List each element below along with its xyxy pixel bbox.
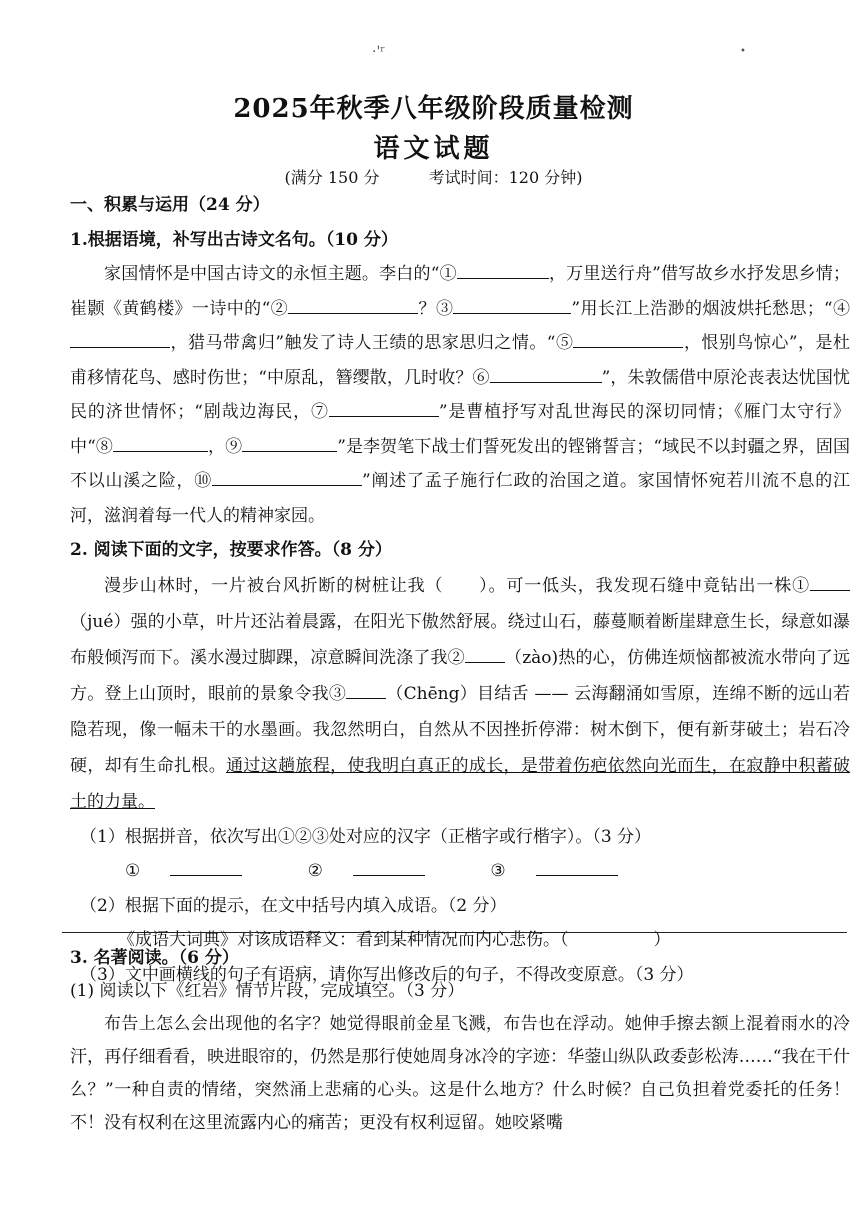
q2-answer-row <box>70 854 850 889</box>
blank-1[interactable] <box>457 258 549 279</box>
answer-3 <box>490 854 647 889</box>
q1-text: 家国情怀是中国古诗文的永恒主题。李白的“① <box>104 264 457 284</box>
answer-2 <box>308 854 455 889</box>
answer-label: ③ <box>490 861 506 881</box>
q1-text: ”阐述了孟子施行仁政的治国之道。家国情怀宛若川流不息的江河，滋润着每一代人的精神家园。 <box>70 471 850 526</box>
q1-passage <box>70 257 850 533</box>
blank-7[interactable] <box>329 396 439 417</box>
exam-time: 考试时间：120 分钟) <box>428 168 583 187</box>
blank-4[interactable] <box>70 327 170 348</box>
full-score: (满分 150 分 <box>284 168 380 187</box>
q1-text: ”用长江上浩渺的烟波烘托愁思；“④ <box>571 298 850 319</box>
q1-text: ，猎马带禽归”触发了诗人王绩的思家思归之情。“⑤ <box>170 333 574 353</box>
q1-text: ，⑨ <box>207 436 243 457</box>
q1-heading: 1.根据语境，补写出古诗文名句。（10 分） <box>70 229 398 250</box>
blank-6[interactable] <box>490 362 602 383</box>
q2-sub-2: （2）根据下面的提示，在文中括号内填入成语。（2 分） <box>80 895 507 916</box>
q2-sub-1: （1）根据拼音，依次写出①②③处对应的汉字（正楷字或行楷字）。（3 分） <box>80 826 652 847</box>
section-q3 <box>70 942 850 1140</box>
answer-blank-1[interactable] <box>170 855 242 876</box>
section-1 <box>70 188 850 992</box>
q2-hint: 《成语大词典》对该成语释义：看到某种情况而内心悲伤。（ ） <box>118 930 671 950</box>
answer-label: ② <box>307 861 323 881</box>
q1-text: ”，朱敦儒借中原沦丧表达忧国忧民的济世情怀；“剧哉边海民，⑦ <box>70 367 850 422</box>
q1-text: ”是曹植抒写对乱世海民的深切同情；《雁门太守行》中“⑧ <box>70 402 850 457</box>
answer-1 <box>125 854 272 889</box>
q1-text: ？③ <box>418 298 454 319</box>
blank-char-1[interactable] <box>810 570 850 591</box>
q2-text: （Chēng）目结舌 —— 云海翻涌如雪原，连绵不断的远山若隐若现，像一幅未干的水墨画。我忽然明白，自然从不因挫折停滞：树木倒下，便有新芽破土；岩石冷硬，却有生命扎根。 <box>70 683 851 776</box>
q3-heading: 3. 名著阅读。（6 分） <box>70 948 239 968</box>
blank-2[interactable] <box>288 293 418 314</box>
q1-text: ，恨别鸟惊心”，是杜甫移情花鸟、感时伤世；“中原乱，簪缨散，几时收？⑥ <box>70 333 850 388</box>
blank-char-2[interactable] <box>465 642 505 663</box>
answer-label: ① <box>125 861 141 881</box>
scan-mark: ·'ʳ <box>372 44 386 60</box>
q2-heading: 2. 阅读下面的文字，按要求作答。（8 分） <box>70 540 392 560</box>
section-1-heading: 一、积累与运用（24 分） <box>70 195 270 215</box>
q2-passage <box>70 568 850 820</box>
q1-text: ，万里送行舟”借写故乡水抒发思乡情；崔颢《黄鹤楼》一诗中的“② <box>70 264 850 319</box>
q3-sub-1: (1) 阅读以下《红岩》情节片段，完成填空。（3 分） <box>70 981 465 1001</box>
q2-text: （jué）强的小草，叶片还沾着晨露，在阳光下傲然舒展。绕过山石，藤蔓顺着断崖肆意生长，绿意如瀑布般倾泻而下。溪水漫过脚踝，凉意瞬间洗涤了我② <box>70 611 850 668</box>
blank-10[interactable] <box>212 465 362 486</box>
exam-title: 2025年秋季八年级阶段质量检测 <box>233 94 634 124</box>
answer-divider <box>62 932 847 933</box>
exam-subtitle: 语文试题 <box>373 134 494 164</box>
q2-text: （zào)热的心，仿佛连烦恼都被流水带向了远方。登上山顶时，眼前的景象令我③ <box>70 647 850 704</box>
scan-dot: • <box>740 46 746 57</box>
q1-text: ”是李贺笔下战士们誓死发出的铿锵誓言；“域民不以封疆之界，固国不以山溪之险，⑩ <box>70 436 850 491</box>
underlined-sentence: 通过这趟旅程，使我明白真正的成长，是带着伤疤依然向光而生，在寂静中积蓄破土的力量。 <box>70 755 851 812</box>
blank-8[interactable] <box>113 431 208 452</box>
blank-3[interactable] <box>453 293 571 314</box>
blank-5[interactable] <box>573 327 683 348</box>
blank-char-3[interactable] <box>346 678 386 699</box>
q2-sub-3: （3）文中画横线的句子有语病，请你写出修改后的句子，不得改变原意。（3 分） <box>80 964 694 985</box>
exam-meta <box>0 165 867 188</box>
q2-text: 漫步山林时，一片被台风折断的树桩让我（ ）。可一低头，我发现石缝中竟钻出一株① <box>104 575 810 596</box>
blank-9[interactable] <box>242 431 337 452</box>
q3-passage: 布告上怎么会出现他的名字？她觉得眼前金星飞溅，布告也在浮动。她伸手擦去额上混着雨水的冷汗，再仔细看看，映进眼帘的，仍然是那行使她周身冰冷的字迹：华蓥山纵队政委彭松涛……“我在干什么？”一种自责的情绪，突然涌上悲痛的心头。这是什么地方？什么时候？自己负担着党委托的任务！不！没有权利在这里流露内心的痛苦；更没有权利逗留。她咬紧嘴 <box>70 1014 850 1133</box>
answer-blank-3[interactable] <box>536 855 618 876</box>
answer-blank-2[interactable] <box>353 855 425 876</box>
